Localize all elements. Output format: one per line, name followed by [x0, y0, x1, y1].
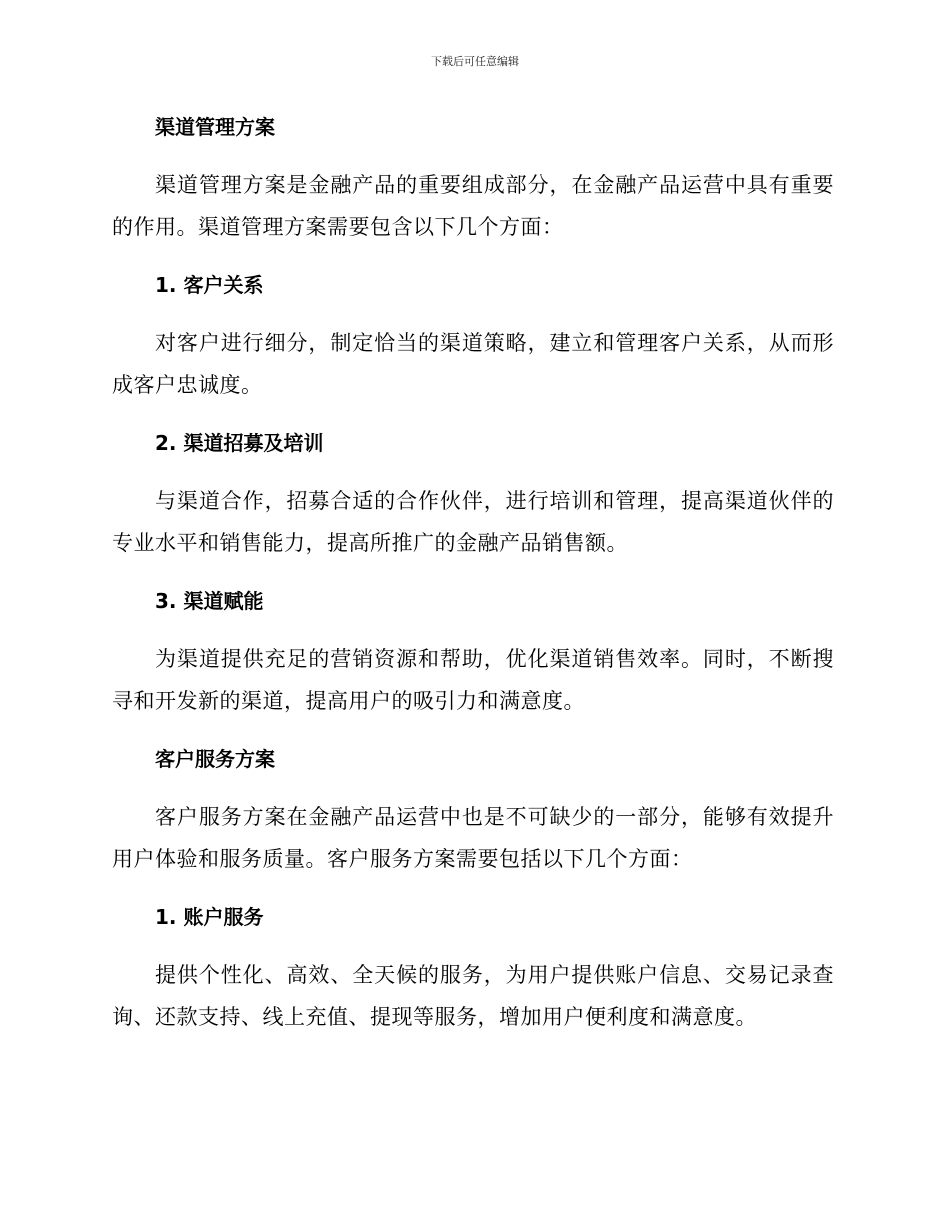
- subsection-heading-channel-recruitment: 2. 渠道招募及培训: [155, 431, 324, 455]
- section-heading-channel-management: 渠道管理方案: [155, 115, 275, 139]
- subsection-heading-customer-relations: 1. 客户关系: [155, 273, 264, 297]
- paragraph-customer-relations: 对客户进行细分，制定恰当的渠道策略，建立和管理客户关系，从而形成客户忠诚度。: [112, 331, 834, 397]
- paragraph-channel-recruitment: 与渠道合作，招募合适的合作伙伴，进行培训和管理，提高渠道伙伴的专业水平和销售能力，提高所推广的金融产品销售额。: [112, 489, 834, 555]
- paragraph-channel-empowerment: 为渠道提供充足的营销资源和帮助，优化渠道销售效率。同时，不断搜寻和开发新的渠道，提高用户的吸引力和满意度。: [112, 647, 834, 713]
- subsection-heading-channel-empowerment: 3. 渠道赋能: [155, 589, 264, 613]
- document-body: [112, 110, 834, 1038]
- subsection-heading-account-service: 1. 账户服务: [155, 905, 264, 929]
- paragraph-customer-service: 客户服务方案在金融产品运营中也是不可缺少的一部分，能够有效提升用户体验和服务质量。客户服务方案需要包括以下几个方面：: [112, 805, 834, 871]
- page-header: 下载后可任意编辑: [431, 55, 519, 68]
- paragraph-channel-management: 渠道管理方案是金融产品的重要组成部分，在金融产品运营中具有重要的作用。渠道管理方案需要包含以下几个方面：: [112, 173, 834, 239]
- section-heading-customer-service: 客户服务方案: [155, 747, 275, 771]
- paragraph-account-service: 提供个性化、高效、全天候的服务，为用户提供账户信息、交易记录查询、还款支持、线上充值、提现等服务，增加用户便利度和满意度。: [112, 963, 834, 1029]
